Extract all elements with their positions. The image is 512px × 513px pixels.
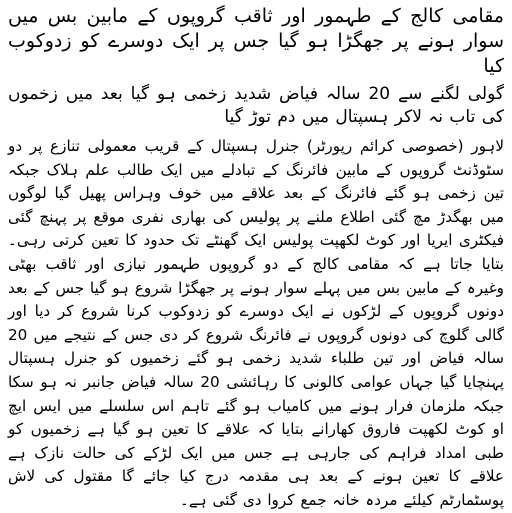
headline: مقامی کالج کے طہمور اور ثاقب گروپوں کے مابین بس میں سوار ہونے پر جھگڑا ہو گیا جس پر ایک دوسرے کو زدوکوب کیا bbox=[8, 5, 504, 77]
subheadline: گولی لگنے سے 20 سالہ فیاض شدید زخمی ہو گیا بعد میں زخموں کی تاب نہ لاکر ہسپتال میں دم توڑ گیا bbox=[8, 84, 504, 127]
article-body: لاہور (خصوصی کرائم رپورٹر) جنرل ہسپتال کے قریب معمولی تنازع پر دو سٹوڈنٹ گروپوں کے مابین فائرنگ کے تبادلے میں ایک طالب علم ہلاک جبکہ تین زخمی ہو گئے فائرنگ کے بعد علاقے میں خوف وہراس پھیل گیا لوگوں میں بھگدڑ مچ گئی اطلاع ملنے پر پولیس کی بھاری نفری موقع پر پہنچ گئی فیکٹری ایریا اور کوٹ لکھپت پولیس ایک گھنٹے تک حدود کا تعین کرتی رہی۔ بتایا جاتا ہے کہ مقامی کالج کے دو گروپوں طہمور نیازی اور ثاقب بھٹی وغیرہ کے مابین بس میں پہلے سوار ہونے پر جھگڑا شروع ہو گیا جس کے بعد دونوں گروپوں کے لڑکوں نے ایک دوسرے کو زدوکوب کرنا شروع کر دیا اور گالی گلوچ کی دونوں گروپوں نے فائرنگ شروع کر دی جس کے نتیجے میں 20 سالہ فیاض اور تین طلباء شدید زخمی ہو گئے زخمیوں کو جنرل ہسپتال پہنچایا گیا جہاں عوامی کالونی کا رہائشی 20 سالہ فیاض جانبر نہ ہو سکا جبکہ ملزمان فرار ہونے میں کامیاب ہو گئے تاہم اس سلسلے میں ایس ایچ او کوٹ لکھپت فاروق کھارانے بتایا کہ علاقے کا تعین ہو گیا ہے زخمیوں کو طبی امداد فراہم کی جارہی ہے جس میں ایک لڑکے کی حالت نازک ہے علاقے کا تعین ہونے کے بعد ہی مقدمہ درج کیا جائے گا مقتول کی لاش پوسٹمارٹم کیلئے مردہ خانہ جمع کروا دی گئی ہے۔ bbox=[8, 137, 505, 509]
